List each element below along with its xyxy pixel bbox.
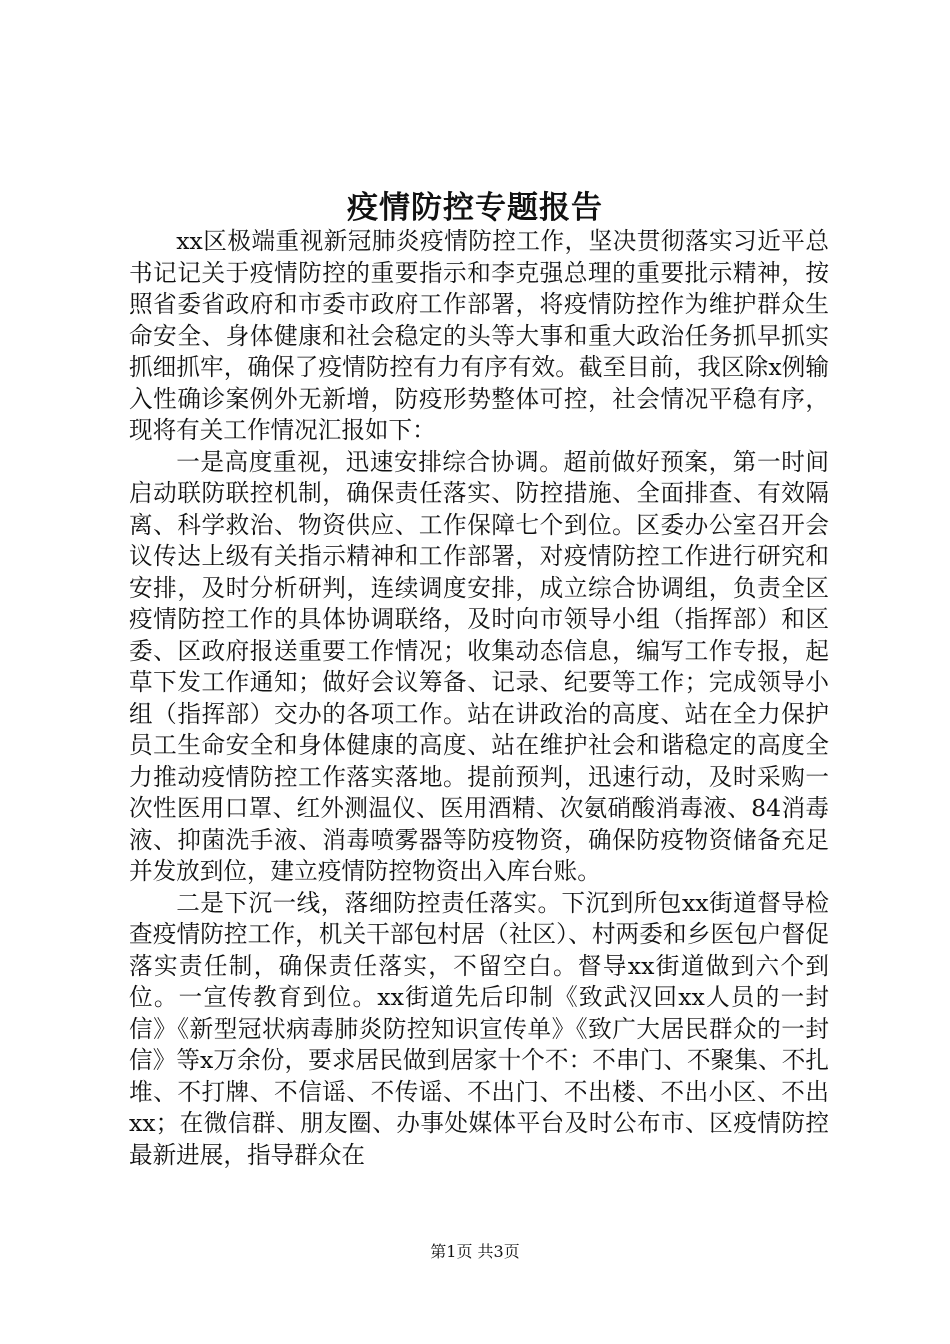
document-body — [129, 226, 829, 1171]
document-title: 疫情防控专题报告 — [347, 190, 603, 226]
paragraph-point-two: 二是下沉一线，落细防控责任落实。下沉到所包xx街道督导检查疫情防控工作，机关干部包村居（社区）、村两委和乡医包户督促落实责任制，确保责任落实，不留空白。督导xx街道做到六个到位。一宣传教育到位。xx街道先后印制《致武汉回xx人员的一封信》《新型冠状病毒肺炎防控知识宣传单》《致广大居民群众的一封信》等x万余份，要求居民做到居家十个不：不串门、不聚集、不扎堆、不打牌、不信谣、不传谣、不出门、不出楼、不出小区、不出xx；在微信群、朋友圈、办事处媒体平台及时公布市、区疫情防控最新进展，指导群众在 — [129, 888, 829, 1169]
paragraph-point-one: 一是高度重视，迅速安排综合协调。超前做好预案，第一时间启动联防联控机制，确保责任落实、防控措施、全面排查、有效隔离、科学救治、物资供应、工作保障七个到位。区委办公室召开会议传达上级有关指示精神和工作部署，对疫情防控工作进行研究和安排，及时分析研判，连续调度安排，成立综合协调组，负责全区疫情防控工作的具体协调联络，及时向市领导小组（指挥部）和区委、区政府报送重要工作情况；收集动态信息，编写工作专报，起草下发工作通知；做好会议筹备、记录、纪要等工作；完成领导小组（指挥部）交办的各项工作。站在讲政治的高度、站在全力保护员工生命安全和身体健康的高度、站在维护社会和谐稳定的高度全力推动疫情防控工作落实落地。提前预判，迅速行动，及时采购一次性医用口罩、红外测温仪、医用酒精、次氨硝酸消毒液、84消毒液、抑菌洗手液、消毒喷雾器等防疫物资，确保防疫物资储备充足并发放到位，建立疫情防控物资出入库台账。 — [129, 447, 829, 885]
page-number-footer: 第1页 共3页 — [430, 1242, 520, 1261]
paragraph-intro: xx区极端重视新冠肺炎疫情防控工作，坚决贯彻落实习近平总书记记关于疫情防控的重要指示和李克强总理的重要批示精神，按照省委省政府和市委市政府工作部署，将疫情防控作为维护群众生命安全、身体健康和社会稳定的头等大事和重大政治任务抓早抓实抓细抓牢，确保了疫情防控有力有序有效。截至目前，我区除x例输入性确诊案例外无新增，防疫形势整体可控，社会情况平稳有序，现将有关工作情况汇报如下： — [129, 227, 829, 444]
